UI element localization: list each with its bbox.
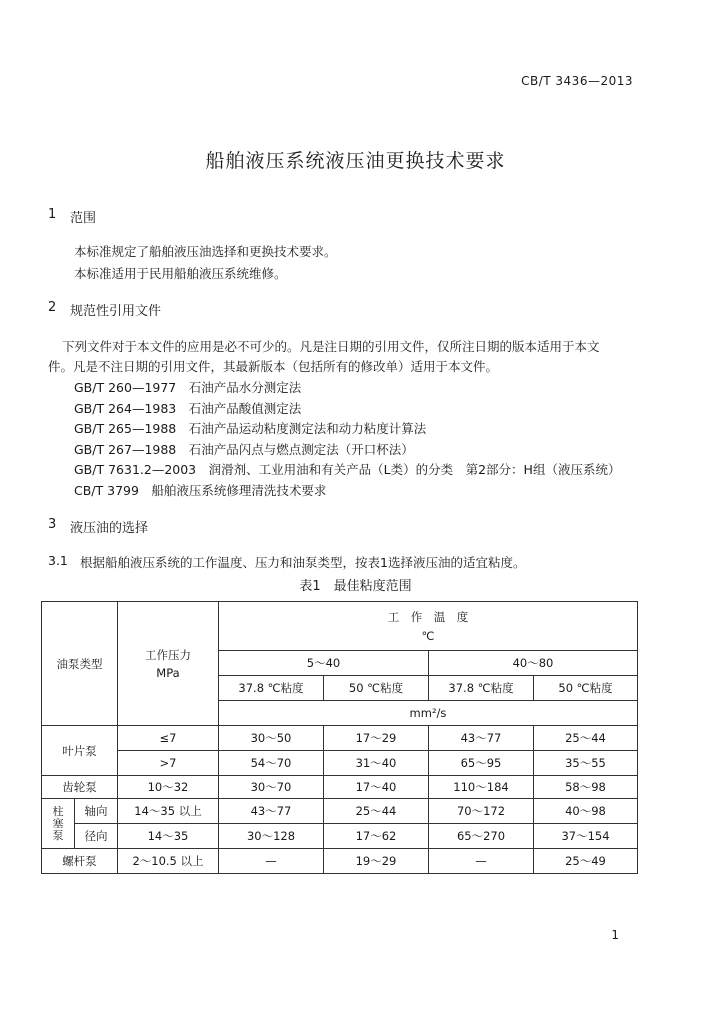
- pressure-cell: 10～32: [118, 776, 219, 799]
- clause-3-1-number: 3.1: [48, 553, 68, 568]
- reference-item: CB/T 3799 船舶液压系统修理清洗技术要求: [74, 483, 327, 498]
- section-1-para-1: 本标准规定了船舶液压油选择和更换技术要求。: [74, 244, 337, 259]
- pump-type-cell: 螺杆泵: [42, 849, 118, 874]
- section-3-number: 3: [48, 517, 57, 532]
- piston-pump-char: 塞: [52, 816, 64, 830]
- column-header: 50 ℃粘度: [324, 676, 429, 701]
- table-row: [42, 751, 638, 776]
- column-header: 50 ℃粘度: [534, 676, 638, 701]
- pressure-cell: 14～35 以上: [118, 799, 219, 824]
- reference-item: GB/T 260—1977 石油产品水分测定法: [74, 380, 302, 395]
- temp-range-low: 5～40: [219, 651, 429, 676]
- value-cell: 25～44: [324, 799, 429, 824]
- pressure-header-label: 工作压力: [145, 648, 191, 662]
- value-cell: 37～154: [534, 824, 638, 849]
- pressure-cell: 2～10.5 以上: [118, 849, 219, 874]
- column-header: 37.8 ℃粘度: [429, 676, 534, 701]
- pressure-header: [118, 602, 219, 726]
- work-temp-header: [219, 602, 638, 651]
- reference-item: GB/T 7631.2—2003 润滑剂、工业用油和有关产品（L类）的分类 第2部分：H组（液压系统）: [74, 462, 621, 477]
- reference-item: GB/T 264—1983 石油产品酸值测定法: [74, 401, 302, 416]
- value-cell: 40～98: [534, 799, 638, 824]
- value-cell: 30～128: [219, 824, 324, 849]
- section-1-heading: 范围: [70, 211, 97, 226]
- document-title: 船舶液压系统液压油更换技术要求: [205, 150, 506, 172]
- section-1-para-2: 本标准适用于民用船舶液压系统维修。: [74, 266, 287, 281]
- pressure-unit: MPa: [156, 666, 180, 680]
- value-cell: 31～40: [324, 751, 429, 776]
- value-cell: 19～29: [324, 849, 429, 874]
- pump-type-header: 油泵类型: [42, 602, 118, 726]
- section-1-number: 1: [48, 207, 57, 222]
- value-cell: 17～62: [324, 824, 429, 849]
- value-cell: 17～40: [324, 776, 429, 799]
- table-caption: 表1 最佳粘度范围: [299, 579, 412, 594]
- temp-range-high: 40～80: [429, 651, 638, 676]
- viscosity-table: [41, 601, 638, 874]
- table-row: [42, 726, 638, 751]
- value-cell: 65～95: [429, 751, 534, 776]
- pump-subtype-cell: 径向: [75, 824, 118, 849]
- section-3-heading: 液压油的选择: [70, 521, 149, 536]
- value-cell: 58～98: [534, 776, 638, 799]
- section-2-intro-line-1: 下列文件对于本文件的应用是必不可少的。凡是注日期的引用文件，仅所注日期的版本适用于本文: [62, 339, 600, 354]
- value-cell: 30～70: [219, 776, 324, 799]
- value-cell: 70～172: [429, 799, 534, 824]
- work-temp-label: 工 作 温 度: [387, 610, 469, 624]
- clause-3-1-text: 根据船舶液压系统的工作温度、压力和油泵类型，按表1选择液压油的适宜粘度。: [80, 555, 526, 570]
- pump-type-cell: 叶片泵: [42, 726, 118, 776]
- section-2-heading: 规范性引用文件: [70, 304, 162, 319]
- table-row: [42, 849, 638, 874]
- pressure-cell: ≤7: [118, 726, 219, 751]
- table-row: [42, 776, 638, 799]
- section-2-number: 2: [48, 300, 57, 315]
- table-header-row: [42, 602, 638, 651]
- value-cell: 25～49: [534, 849, 638, 874]
- page-number: 1: [611, 928, 619, 942]
- table-row: [42, 824, 638, 849]
- value-cell: 25～44: [534, 726, 638, 751]
- value-cell: 110～184: [429, 776, 534, 799]
- piston-pump-char: 泵: [52, 828, 64, 842]
- value-cell: —: [429, 849, 534, 874]
- viscosity-unit: mm²/s: [219, 701, 638, 726]
- value-cell: 43～77: [429, 726, 534, 751]
- value-cell: 43～77: [219, 799, 324, 824]
- temp-unit: ℃: [421, 629, 435, 643]
- value-cell: 35～55: [534, 751, 638, 776]
- section-2-intro-line-2: 件。凡是不注日期的引用文件，其最新版本（包括所有的修改单）适用于本文件。: [48, 359, 499, 374]
- pressure-cell: 14～35: [118, 824, 219, 849]
- value-cell: —: [219, 849, 324, 874]
- value-cell: 30～50: [219, 726, 324, 751]
- piston-pump-cell: [42, 799, 75, 849]
- pump-subtype-cell: 轴向: [75, 799, 118, 824]
- reference-item: GB/T 265—1988 石油产品运动粘度测定法和动力粘度计算法: [74, 421, 427, 436]
- pump-type-cell: 齿轮泵: [42, 776, 118, 799]
- value-cell: 54～70: [219, 751, 324, 776]
- reference-item: GB/T 267—1988 石油产品闪点与燃点测定法（开口杯法）: [74, 442, 414, 457]
- pressure-cell: >7: [118, 751, 219, 776]
- piston-pump-char: 柱: [52, 804, 64, 818]
- standard-number: CB/T 3436—2013: [521, 74, 633, 88]
- value-cell: 17～29: [324, 726, 429, 751]
- column-header: 37.8 ℃粘度: [219, 676, 324, 701]
- value-cell: 65～270: [429, 824, 534, 849]
- table-row: [42, 799, 638, 824]
